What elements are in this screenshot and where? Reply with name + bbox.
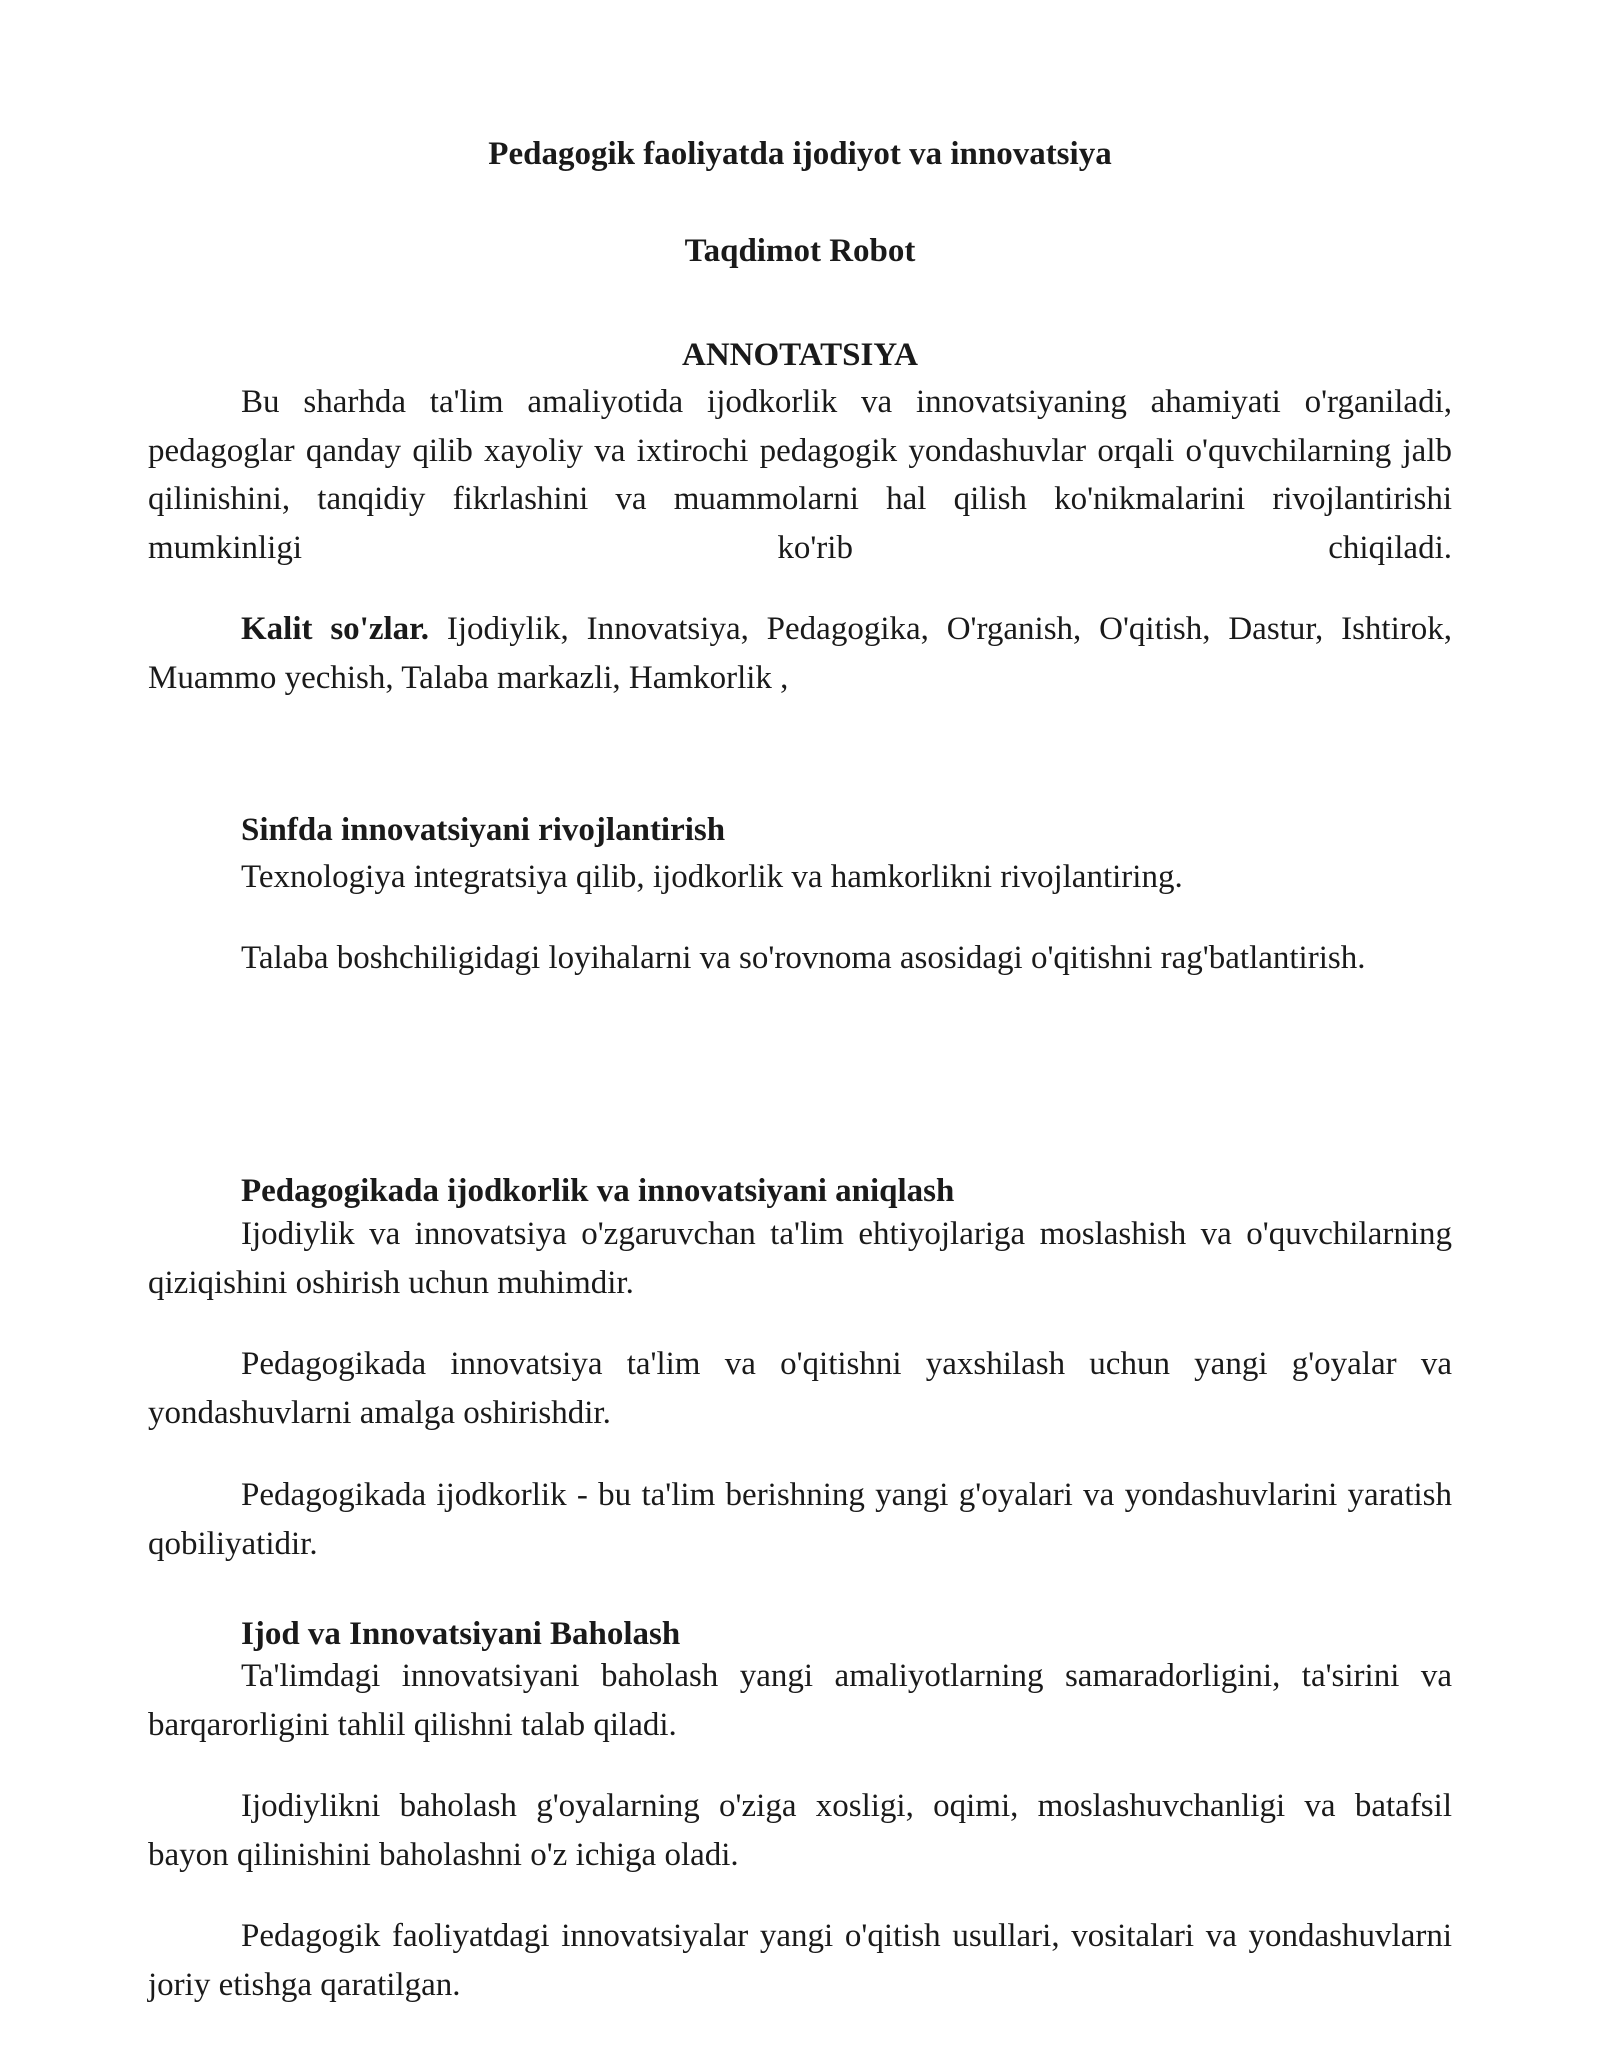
section-paragraph: Ijodiylikni baholash g'oyalarning o'ziga xosligi, oqimi, moslashuvchanligi va batafsil bayon qilinishini baholashni o'z ichiga oladi. xyxy=(148,1788,1452,1873)
section-paragraph: Texnologiya integratsiya qilib, ijodkorlik va hamkorlikni rivojlantiring. xyxy=(241,859,1183,895)
section-heading: Pedagogikada ijodkorlik va innovatsiyani aniqlash xyxy=(241,1173,955,1209)
keywords-label: Kalit so'zlar. xyxy=(241,611,430,647)
annotation-heading: ANNOTATSIYA xyxy=(682,337,918,373)
section-paragraph: Ta'limdagi innovatsiyani baholash yangi amaliyotlarning samaradorligini, ta'sirini va barqarorligini tahlil qilishni talab qiladi. xyxy=(148,1658,1452,1743)
section-paragraph: Pedagogikada innovatsiya ta'lim va o'qitishni yaxshilash uchun yangi g'oyalar va yondashuvlarni amalga oshirishdir. xyxy=(148,1346,1452,1431)
keywords-list: Ijodiylik, Innovatsiya, Pedagogika, O'rganish, O'qitish, Dastur, Ishtirok, Muammo yechish, Talaba markazli, Hamkorlik , xyxy=(148,611,1452,696)
section-paragraph: Pedagogikada ijodkorlik - bu ta'lim berishning yangi g'oyalari va yondashuvlarini yaratish qobiliyatidir. xyxy=(148,1477,1452,1562)
document-title: Pedagogik faoliyatda ijodiyot va innovatsiya xyxy=(488,136,1112,172)
section-paragraph: Talaba boshchiligidagi loyihalarni va so'rovnoma asosidagi o'qitishni rag'batlantirish. xyxy=(241,940,1366,976)
section-heading: Ijod va Innovatsiyani Baholash xyxy=(241,1616,681,1652)
section-paragraph: Ijodiylik va innovatsiya o'zgaruvchan ta'lim ehtiyojlariga moslashish va o'quvchilarning qiziqishini oshirish uchun muhimdir. xyxy=(148,1216,1452,1301)
keywords-paragraph xyxy=(148,605,1452,702)
section-paragraph: Pedagogik faoliyatdagi innovatsiyalar yangi o'qitish usullari, vositalari va yondashuvlarni joriy etishga qaratilgan. xyxy=(148,1918,1452,2003)
section-heading: Sinfda innovatsiyani rivojlantirish xyxy=(241,812,726,848)
document-page xyxy=(148,0,1452,2070)
annotation-paragraph: Bu sharhda ta'lim amaliyotida ijodkorlik va innovatsiyaning ahamiyati o'rganiladi, pedagoglar qanday qilib xayoliy va ixtirochi pedagogik yondashuvlar orqali o'quvchilarning jalb qilinishini, tanqidiy fikrlashini va muammolarni hal qilish ko'nikmalarini rivojlantirishi mumkinligi ko'rib chiqiladi. xyxy=(148,384,1452,566)
document-author: Taqdimot Robot xyxy=(684,233,916,269)
